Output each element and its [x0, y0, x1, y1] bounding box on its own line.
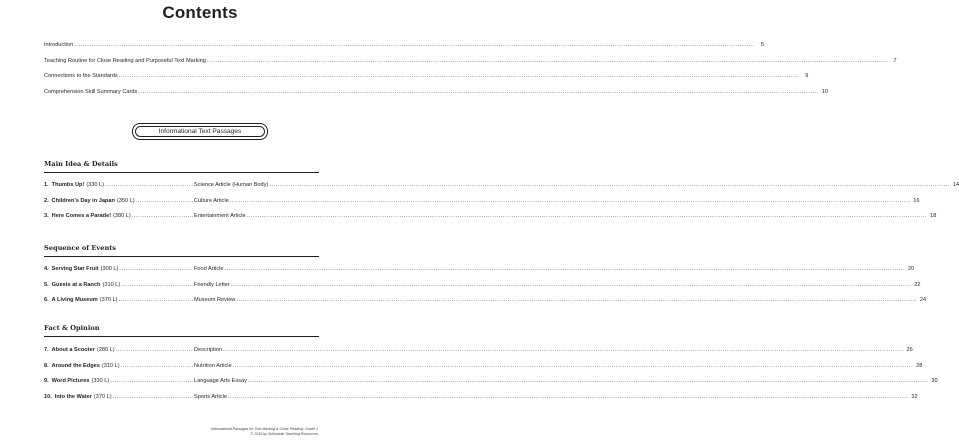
- entry-number: 6.: [44, 297, 49, 304]
- dot-leader: [269, 182, 950, 189]
- entry-lexile: (330 L): [86, 182, 105, 189]
- toc-entry[interactable]: [44, 293, 927, 309]
- entry-title: A Living Museum: [51, 297, 98, 304]
- page-number: 22: [914, 281, 921, 288]
- toc-entry[interactable]: [44, 343, 913, 359]
- dot-leader: [231, 282, 912, 289]
- entry-lexile: (280 L): [96, 347, 115, 354]
- page-number: 14: [952, 182, 959, 189]
- entry-title: Here Comes a Parade!: [51, 213, 112, 220]
- toc-entry[interactable]: [44, 359, 923, 375]
- dot-leader: [132, 213, 193, 220]
- front-matter-label: Connections to the Standards: [44, 73, 118, 80]
- section-divider: [44, 336, 319, 337]
- dot-leader: [233, 363, 914, 370]
- toc-entry[interactable]: [44, 390, 918, 406]
- page-number: 16: [913, 197, 920, 204]
- page-number: 5: [760, 42, 764, 49]
- dot-leader: [247, 213, 928, 220]
- dot-leader: [228, 394, 909, 401]
- page-number: 24: [919, 297, 927, 304]
- banner-label: Informational Text Passages: [158, 128, 242, 135]
- entry-genre: Sports Article: [194, 393, 227, 400]
- dot-leader: [116, 347, 193, 354]
- entry-genre: Nutrition Article: [194, 362, 232, 369]
- entry-number: 3.: [44, 213, 49, 220]
- page-title: Contents: [162, 3, 238, 22]
- dot-leader: [110, 378, 193, 385]
- entry-title: Guests at a Ranch: [51, 281, 101, 288]
- section-banner: [132, 123, 268, 140]
- entry-lexile: (350 L): [116, 197, 135, 204]
- front-matter-label: Teaching Routine for Close Reading and Purposeful Text Marking: [44, 57, 206, 64]
- entry-genre: Entertainment Article: [194, 213, 246, 220]
- entry-genre: Science Article (Human Body): [194, 182, 269, 189]
- entry-number: 5.: [44, 281, 49, 288]
- entry-title: About a Scooter: [51, 347, 95, 354]
- entry-title: Children’s Day in Japan: [51, 197, 115, 204]
- entry-list: [44, 262, 927, 309]
- section-heading: Fact & Opinion: [44, 324, 100, 332]
- entry-title: Serving Star Fruit: [51, 266, 99, 273]
- dot-leader: [138, 89, 819, 96]
- page-number: 9: [805, 73, 809, 80]
- entry-list: [44, 343, 938, 405]
- toc-entry[interactable]: [44, 262, 915, 278]
- entry-genre: Culture Article: [194, 197, 229, 204]
- dot-leader: [105, 182, 193, 189]
- entry-lexile: (310 L): [102, 281, 121, 288]
- page-number: 32: [911, 393, 918, 400]
- page-number: 26: [906, 347, 913, 354]
- entry-number: 10.: [44, 393, 52, 400]
- dot-leader: [207, 58, 888, 65]
- entry-lexile: (300 L): [100, 266, 119, 273]
- dot-leader: [113, 394, 193, 401]
- page-number: 30: [931, 378, 938, 385]
- section-heading: Main Idea & Details: [44, 160, 118, 168]
- page-number: 28: [916, 362, 923, 369]
- entry-title: Around the Edges: [51, 362, 100, 369]
- entry-genre: Language Arts Essay: [194, 378, 247, 385]
- page-number: 20: [908, 266, 915, 273]
- front-matter-item[interactable]: [44, 54, 897, 70]
- entry-number: 7.: [44, 347, 49, 354]
- entry-number: 4.: [44, 266, 49, 273]
- footer-copyright: © 2015 by Scholastic Teaching Resources: [250, 431, 318, 436]
- entry-list: [44, 178, 959, 225]
- toc-entry[interactable]: [44, 194, 920, 210]
- entry-genre: Food Article: [194, 266, 224, 273]
- entry-title: Thumbs Up!: [51, 182, 85, 189]
- front-matter-item[interactable]: [44, 85, 828, 101]
- front-matter-item[interactable]: [44, 69, 809, 85]
- dot-leader: [223, 347, 904, 354]
- page-number: 10: [821, 88, 828, 95]
- page-number: 7: [893, 57, 897, 64]
- entry-lexile: (310 L): [101, 362, 120, 369]
- entry-number: 1.: [44, 182, 49, 189]
- section-divider: [44, 172, 319, 173]
- dot-leader: [121, 282, 193, 289]
- front-matter-label: Introduction: [44, 42, 74, 49]
- dot-leader: [136, 198, 193, 205]
- entry-genre: Friendly Letter: [194, 281, 230, 288]
- entry-lexile: (380 L): [113, 213, 131, 220]
- front-matter-item[interactable]: [44, 38, 764, 54]
- dot-leader: [236, 297, 917, 304]
- entry-lexile: (330 L): [91, 378, 110, 385]
- section-divider: [44, 256, 319, 257]
- entry-title: Into the Water: [54, 393, 92, 400]
- toc-entry[interactable]: [44, 278, 921, 294]
- front-matter-label: Comprehension Skill Summary Cards: [44, 88, 138, 95]
- dot-leader: [248, 378, 929, 385]
- dot-leader: [225, 266, 906, 273]
- entry-number: 2.: [44, 197, 49, 204]
- front-matter-list: [44, 38, 897, 100]
- entry-number: 8.: [44, 362, 49, 369]
- dot-leader: [119, 297, 193, 304]
- entry-title: Word Pictures: [51, 378, 90, 385]
- toc-entry[interactable]: [44, 374, 938, 390]
- dot-leader: [119, 266, 193, 273]
- toc-entry[interactable]: [44, 178, 959, 194]
- entry-lexile: (370 L): [93, 393, 112, 400]
- entry-number: 9.: [44, 378, 49, 385]
- toc-entry[interactable]: [44, 209, 937, 225]
- section-heading: Sequence of Events: [44, 244, 116, 252]
- dot-leader: [119, 73, 800, 80]
- dot-leader: [230, 198, 911, 205]
- dot-leader: [121, 363, 193, 370]
- dot-leader: [74, 42, 755, 49]
- page-number: 18: [930, 213, 937, 220]
- entry-genre: Description: [194, 347, 222, 354]
- entry-genre: Museum Review: [194, 297, 236, 304]
- page-footer: [211, 427, 318, 436]
- footer-source: Informational Passages for Text Marking & Close Reading: Grade 1: [210, 427, 318, 431]
- entry-lexile: (370 L): [99, 297, 118, 304]
